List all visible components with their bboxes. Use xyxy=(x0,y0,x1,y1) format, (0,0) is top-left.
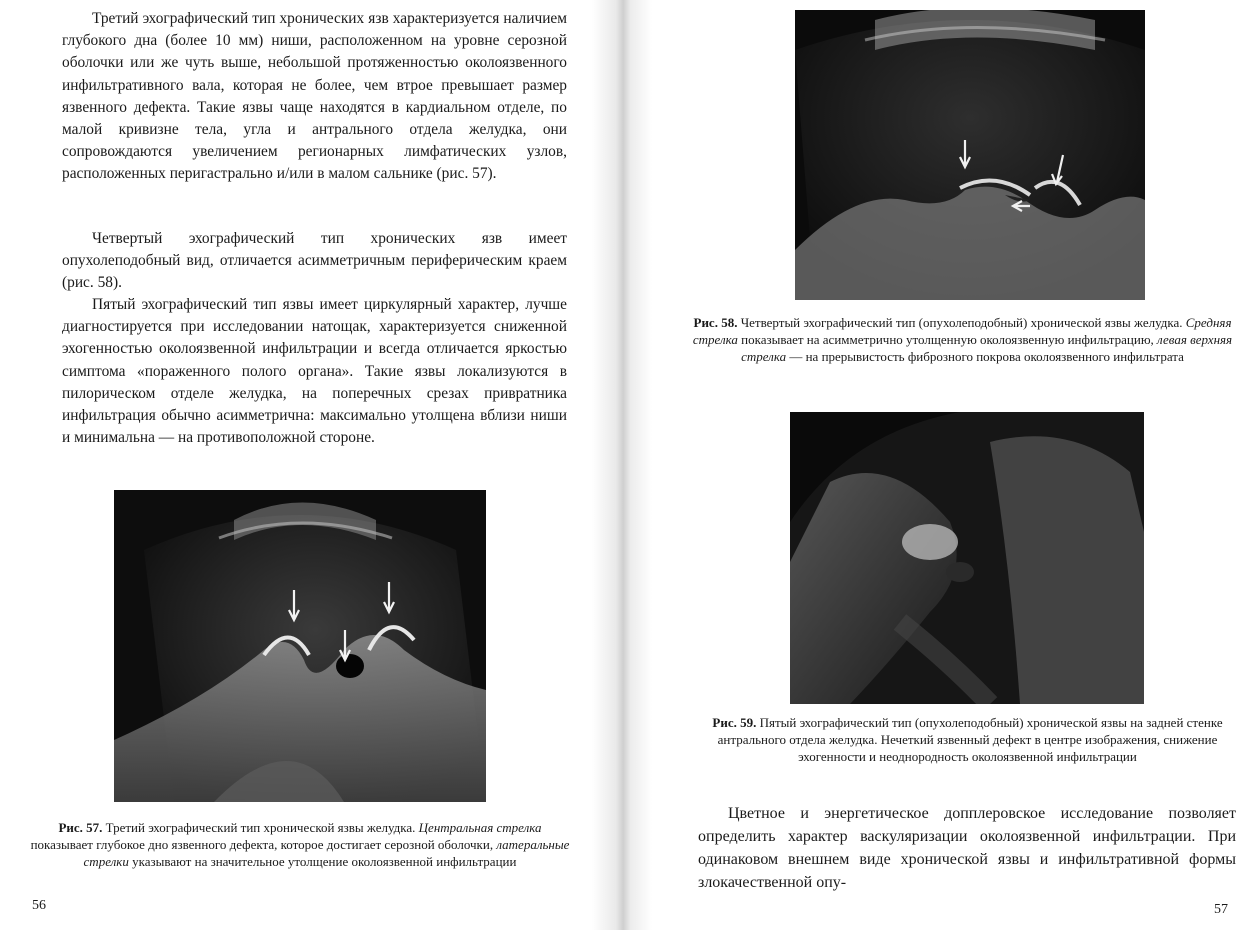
caption-fig57: Рис. 57. Третий эхографический тип хронической язвы желудка. Центральная стрелка показывает глубокое дно язвенного дефекта, которое достигает серозной оболочки, латеральные стрелки указывают на значительное утолщение околоязвенной инфильтрации xyxy=(30,820,570,869)
caption-fig58: Рис. 58. Четвертый эхографический тип (опухолеподобный) хронической язвы желудка. Средняя стрелка показывает на асимметрично утолщенную околоязвенную инфильтрацию, левая верхняя стрелка — на прерывистость фиброзного покрова околоязвенного инфильтрата xyxy=(692,315,1233,364)
page-number-right: 57 xyxy=(1214,902,1228,917)
paragraph-doppler: Цветное и энергетическое допплеровское исследование позволяет определить характер васкуляризации околоязвенной инфильтрации. При одинаковом внешнем виде хронической язвы и инфильтративной формы злокачественной опу- xyxy=(698,805,1236,891)
paragraph-type-5: Пятый эхографический тип язвы имеет циркулярный характер, лучше диагностируется при исследовании натощак, характеризуется сниженной эхогенностью околоязвенной инфильтрации и всегда отличается яркостью симптома «пораженного полого органа». Такие язвы локализуются в пилорическом отделе желудка, на поперечных срезах привратника инфильтрация обычно асимметрична: максимально утолщена вблизи ниши и минимальна — на противоположной стороне. xyxy=(62,296,567,447)
paragraph-type-4: Четвертый эхографический тип хронических язв имеет опухолеподобный вид, отличается асимметричным периферическим краем (рис. 58). xyxy=(62,230,567,292)
page-number-left: 56 xyxy=(32,898,46,913)
ultrasound-image-fig58 xyxy=(795,10,1145,300)
caption-fig59: Рис. 59. Пятый эхографический тип (опухолеподобный) хронической язвы на задней стенке антрального отдела желудка. Нечеткий язвенный дефект в центре изображения, снижение эхогенности и неоднородность околоязвенной инфильтрации xyxy=(712,715,1223,764)
ultrasound-image-fig57 xyxy=(114,490,486,802)
paragraph-type-3: Третий эхографический тип хронических язв характеризуется наличием глубокого дна (более 10 мм) ниши, расположенном на уровне серозной оболочки или же чуть выше, небольшой протяженностью околоязвенного инфильтративного вала, которая не более, чем втрое превышает размер язвенного дефекта. Такие язвы чаще находятся в кардиальном отделе, по малой кривизне тела, угла и антрального отдела желудка, они сопровождаются увеличением регионарных лимфатических узлов, расположенных перигастрально и/или в малом сальнике (рис. 57). xyxy=(62,10,567,183)
ultrasound-image-fig59 xyxy=(790,412,1144,704)
left-page xyxy=(0,0,620,930)
right-page xyxy=(640,0,1248,930)
